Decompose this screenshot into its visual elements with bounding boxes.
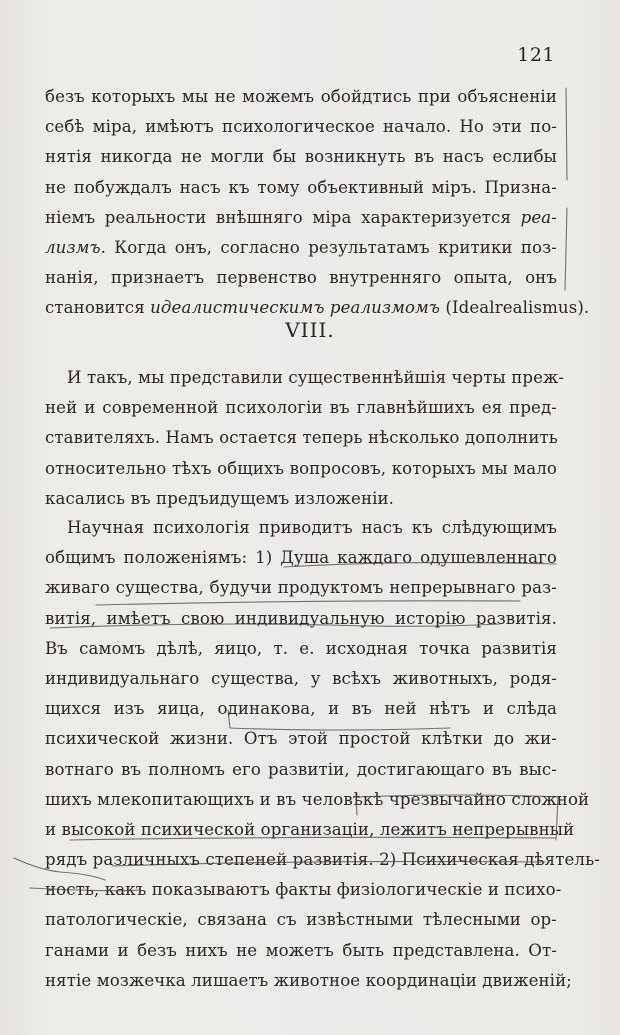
text-line: ставителяхъ. Намъ остается теперь нѣсколько дополнить xyxy=(45,428,558,448)
text-line: Научная психологiя приводитъ насъ къ слѣдующимъ xyxy=(67,518,557,537)
text-line: нятiе мозжечка лишаетъ животное координацiи движенiй; xyxy=(45,970,572,990)
text-line: психической жизни. Отъ этой простой клѣтки до жи- xyxy=(45,729,557,749)
text-line: нятiя никогда не могли бы возникнуть въ насъ еслибы xyxy=(45,147,557,167)
text-line: И такъ, мы представили существеннѣйшiя черты преж- xyxy=(67,368,565,387)
paragraph-2 xyxy=(45,363,565,514)
paragraph-3 xyxy=(45,513,600,996)
text-line: касались въ предъидущемъ изложенiи. xyxy=(45,488,395,508)
text-line: щихся изъ яица, одинакова, и въ ней нѣтъ и слѣда xyxy=(45,699,557,719)
text-line: не побуждалъ насъ къ тому объективный мiръ. Призна- xyxy=(45,177,557,197)
text-line: индивидуальнаго существа, у всѣхъ животныхъ, родя- xyxy=(45,668,557,688)
text-line: ность, какъ показываютъ факты физiологическiе и психо- xyxy=(45,880,562,900)
text-line xyxy=(45,203,557,233)
margin-line xyxy=(565,208,567,290)
text-fragment: . Когда онъ, согласно результатамъ критики поз- xyxy=(100,237,557,257)
text-line: общимъ положенiямъ: 1) Душа каждаго одушевленнаго xyxy=(45,548,557,568)
text-fragment: (Idealrealismus). xyxy=(440,298,590,318)
text-line: себѣ мiра, имѣютъ психологическое начало. Но эти по- xyxy=(45,117,557,137)
text-line: патологическiе, связана съ извѣстными тѣлесными ор- xyxy=(45,910,557,930)
italic-term: реа- xyxy=(520,207,557,227)
text-line: шихъ млекопитающихъ и въ человѣкѣ чрезвычайно сложной xyxy=(45,789,590,809)
text-line: нанiя, признаетъ первенство внутренняго опыта, онъ xyxy=(45,268,557,288)
italic-term: лизмъ xyxy=(45,237,101,257)
text-line: и высокой психической организацiи, лежитъ непрерывный xyxy=(45,819,575,839)
section-heading: VIII. xyxy=(285,318,335,342)
paragraph-1 xyxy=(45,82,590,324)
margin-line xyxy=(566,88,567,180)
text-line: ганами и безъ нихъ не можетъ быть представлена. От- xyxy=(45,940,557,960)
page-number: 121 xyxy=(517,44,555,66)
text-fragment: нiемъ реальности внѣшняго мiра характеризуется xyxy=(45,207,521,227)
text-line: относительно тѣхъ общихъ вопросовъ, которыхъ мы мало xyxy=(45,458,557,478)
text-line: Въ самомъ дѣлѣ, яицо, т. е. исходная точка развитiя xyxy=(45,638,557,658)
text-line: вотнаго въ полномъ его развитiи, достигающаго въ выс- xyxy=(45,759,557,779)
text-line: живаго существа, будучи продуктомъ непрерывнаго раз- xyxy=(45,578,557,598)
text-line: рядъ различныхъ степеней развитiя. 2) Психическая дѣятель- xyxy=(45,850,600,870)
text-line xyxy=(45,233,557,263)
text-line: ней и современной психологiи въ главнѣйшихъ ея пред- xyxy=(45,398,557,418)
italic-term: идеалистическимъ реализмомъ xyxy=(150,298,441,318)
text-line: безъ которыхъ мы не можемъ обойдтись при объясненiи xyxy=(45,87,557,106)
text-fragment: становится xyxy=(45,298,151,318)
text-line: витiя, имѣетъ свою индивидуальную исторiю развитiя. xyxy=(45,608,557,628)
